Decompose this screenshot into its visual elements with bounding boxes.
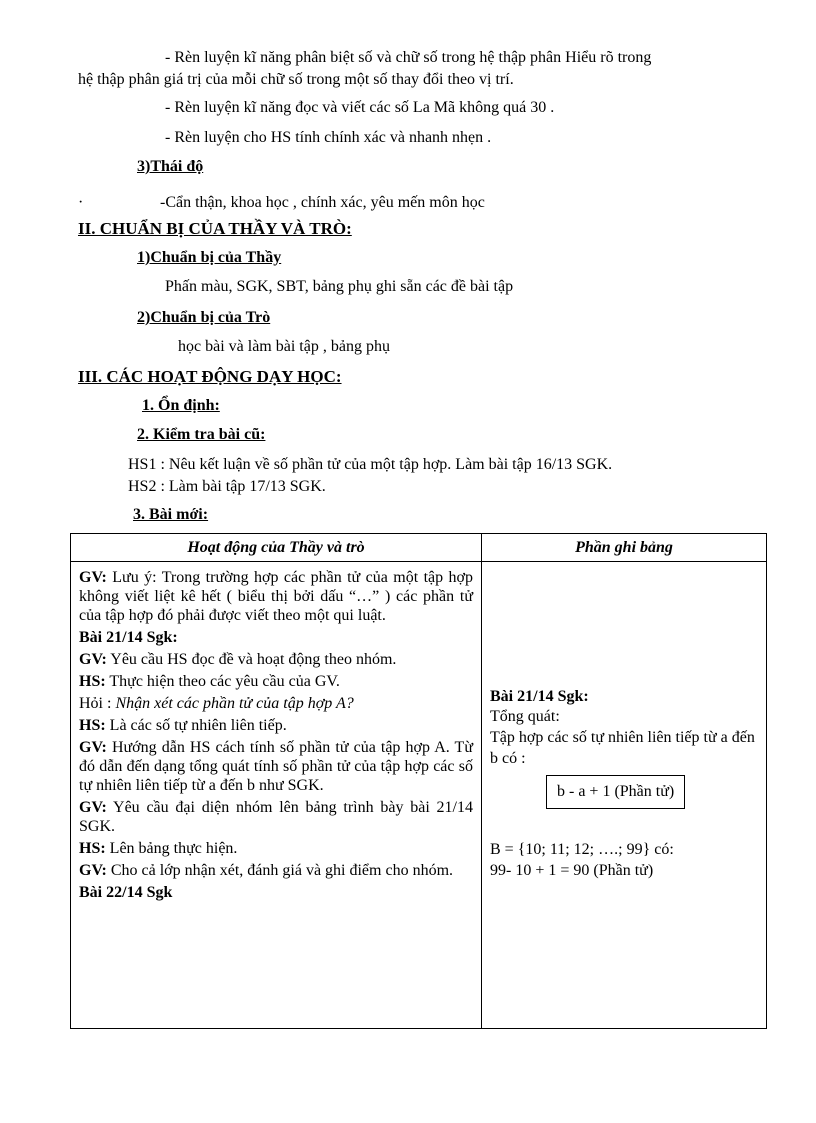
- activity-table: [70, 533, 767, 1029]
- gv-request: [79, 798, 473, 836]
- gv-evaluate: [79, 861, 473, 880]
- gv-note: [79, 568, 473, 625]
- exercise-21-title: [79, 628, 473, 647]
- student-prep-heading: 2)Chuẩn bị của Trò: [137, 309, 271, 326]
- attitude-bullet: ·: [78, 194, 84, 211]
- formula-box: [546, 775, 685, 809]
- table-body-row: [71, 562, 767, 1029]
- header-activities: Hoạt động của Thầy và trò: [71, 534, 482, 562]
- exercise-22-title: [79, 883, 473, 902]
- attitude-heading: 3)Thái độ: [137, 158, 204, 175]
- exercise-22-label: Bài 22/14 Sgk: [79, 884, 173, 901]
- question: [79, 694, 473, 713]
- hs-response-text: Thực hiện theo các yêu cầu của GV.: [105, 673, 340, 690]
- skill-line-1a: - Rèn luyện kĩ năng phân biệt số và chữ số trong hệ thập phân Hiểu rõ trong: [165, 49, 652, 66]
- section-3-heading: III. CÁC HOẠT ĐỘNG DẠY HỌC:: [78, 367, 342, 386]
- section-2-heading: II. CHUẨN BỊ CỦA THẦY VÀ TRÒ:: [78, 219, 352, 238]
- gv-label: GV:: [79, 799, 107, 816]
- table-header-row: [71, 534, 767, 562]
- hs-board-text: Lên bảng thực hiện.: [105, 840, 238, 857]
- hs-response: [79, 672, 473, 691]
- hs2-text: HS2 : Làm bài tập 17/13 SGK.: [128, 478, 326, 495]
- gv-label: GV:: [79, 569, 107, 586]
- skill-line-3: - Rèn luyện cho HS tính chính xác và nhanh nhẹn .: [165, 129, 492, 146]
- board-result: 99- 10 + 1 = 90 (Phần tử): [490, 862, 654, 879]
- gv-request-text: Yêu cầu đại diện nhóm lên bảng trình bày bài 21/14 SGK.: [79, 799, 473, 835]
- gv-label: GV:: [79, 862, 107, 879]
- gv-guidance: [79, 738, 473, 795]
- gv-evaluate-text: Cho cả lớp nhận xét, đánh giá và ghi điểm cho nhóm.: [106, 862, 454, 879]
- exercise-21-label: Bài 21/14 Sgk:: [79, 629, 178, 646]
- gv-guidance-text: Hướng dẫn HS cách tính số phần tử của tập hợp A. Từ đó dẫn đến dạng tổng quát tính số phần tử của tập hợp các số tự nhiên liên tiếp từ a đến b như SGK.: [79, 739, 473, 794]
- board-general-label: Tổng quát:: [490, 708, 560, 725]
- board-exercise-21-title: Bài 21/14 Sgk:: [490, 688, 589, 705]
- header-board-notes: Phần ghi bảng: [482, 534, 767, 562]
- gv-label: GV:: [79, 739, 107, 756]
- gv-note-text: Lưu ý: Trong trường hợp các phần tử của một tập hợp không viết liệt kê hết ( biểu thị bởi dấu “…” ) các phần tử của tập hợp đó phải được viết theo một qui luật.: [79, 569, 473, 624]
- step-3-heading: 3. Bài mới:: [133, 506, 209, 523]
- board-example: B = {10; 11; 12; ….; 99} có:: [490, 841, 674, 858]
- formula-text: b - a + 1 (Phần tử): [557, 783, 675, 800]
- hs-answer-text: Là các số tự nhiên liên tiếp.: [105, 717, 287, 734]
- hs1-text: HS1 : Nêu kết luận về số phần tử của một tập hợp. Làm bài tập 16/13 SGK.: [128, 456, 613, 473]
- board-general-desc: Tập hợp các số tự nhiên liên tiếp từ a đến b có :: [490, 729, 755, 767]
- board-notes-cell: [482, 562, 767, 1029]
- step-1-heading: 1. Ổn định:: [142, 397, 220, 414]
- activities-cell: [71, 562, 482, 1029]
- gv-label: GV:: [79, 651, 107, 668]
- hs-label: HS:: [79, 840, 106, 857]
- question-label: Hỏi :: [79, 695, 116, 712]
- gv-instruction: [79, 650, 473, 669]
- hs-label: HS:: [79, 673, 106, 690]
- hs-board: [79, 839, 473, 858]
- student-prep-text: học bài và làm bài tập , bảng phụ: [178, 338, 390, 355]
- gv-instruction-text: Yêu cầu HS đọc đề và hoạt động theo nhóm.: [106, 651, 397, 668]
- skill-line-1b: hệ thập phân giá trị của mỗi chữ số trong một số thay đổi theo vị trí.: [78, 71, 514, 88]
- hs-answer: [79, 716, 473, 735]
- step-2-heading: 2. Kiểm tra bài cũ:: [137, 426, 266, 443]
- teacher-prep-heading: 1)Chuẩn bị của Thầy: [137, 249, 282, 266]
- hs-label: HS:: [79, 717, 106, 734]
- teacher-prep-text: Phấn màu, SGK, SBT, bảng phụ ghi sẵn các đề bài tập: [165, 278, 514, 295]
- question-text: Nhận xét các phần tử của tập hợp A?: [115, 695, 354, 712]
- skill-line-2: - Rèn luyện kĩ năng đọc và viết các số La Mã không quá 30 .: [165, 99, 555, 116]
- attitude-text: -Cẩn thận, khoa học , chính xác, yêu mến môn học: [160, 194, 485, 211]
